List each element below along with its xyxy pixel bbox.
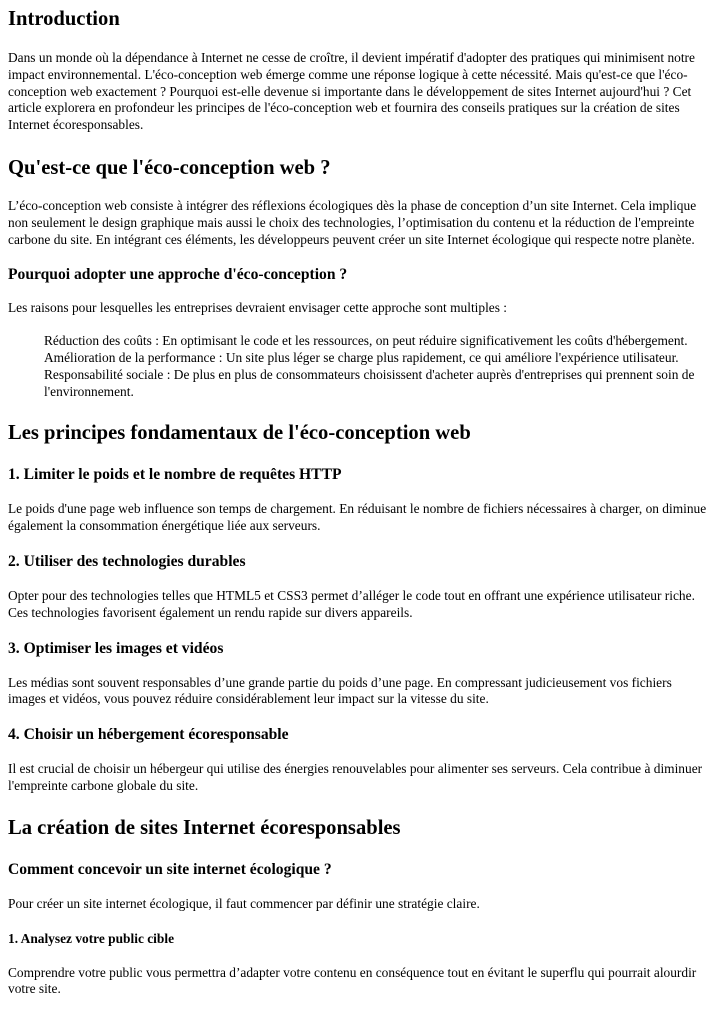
why-paragraph: Les raisons pour lesquelles les entreprises devraient envisager cette approche sont multiples : [8, 300, 508, 316]
principle-2-paragraph: Opter pour des technologies telles que HTML5 et CSS3 permet d’alléger le code tout en offrant une expérience utilisateur riche. Ces technologies favorisent également un rendu rapide sur divers appareils. [8, 587, 695, 620]
what-heading: Qu'est-ce que l'éco-conception web ? [8, 156, 331, 179]
why-heading: Pourquoi adopter une approche d'éco-conception ? [8, 266, 348, 284]
principle-3-paragraph: Les médias sont souvent responsables d’une grande partie du poids d’une page. En compressant judicieusement vos fichiers images et vidéos, vous pouvez réduire considérablement leur impact sur la vitesse du site. [8, 674, 672, 707]
principle-3-heading: 3. Optimiser les images et vidéos [8, 639, 224, 657]
principle-2-heading: 2. Utiliser des technologies durables [8, 552, 246, 570]
intro-heading: Introduction [8, 8, 120, 30]
how-heading: Comment concevoir un site internet écologique ? [8, 860, 332, 878]
principle-4-heading: 4. Choisir un hébergement écoresponsable [8, 726, 289, 744]
creation-heading: La création de sites Internet écoresponsables [8, 816, 401, 839]
principle-1-paragraph: Le poids d'une page web influence son temps de chargement. En réduisant le nombre de fichiers nécessaires à charger, on diminue également la consommation énergétique liée aux serveurs. [8, 501, 707, 534]
what-paragraph: L’éco-conception web consiste à intégrer des réflexions écologiques dès la phase de conception d’un site Internet. Cela implique non seulement le design graphique mais aussi le choix des technologies, l’optimisation du contenu et la réduction de l'empreinte carbone du site. En intégrant ces éléments, les développeurs peuvent créer un site Internet écologique qui respecte notre planète. [8, 197, 697, 247]
step-1-heading: 1. Analysez votre public cible [8, 930, 175, 946]
benefits-quote: Réduction des coûts : En optimisant le code et les ressources, on peut réduire significativement les coûts d'hébergement. Amélioration de la performance : Un site plus léger se charge plus rapidement, ce qui améliore l'expérience utilisateur. Responsabilité sociale : De plus en plus de consommateurs choisissent d'acheter auprès d'entreprises qui prennent soin de l'environnement. [44, 333, 695, 399]
how-paragraph: Pour créer un site internet écologique, il faut commencer par définir une stratégie claire. [8, 895, 480, 911]
principle-1-heading: 1. Limiter le poids et le nombre de requêtes HTTP [8, 466, 342, 484]
principle-4-paragraph: Il est crucial de choisir un hébergeur qui utilise des énergies renouvelables pour alimenter ses serveurs. Cela contribue à diminuer l'empreinte carbone globale du site. [8, 761, 703, 793]
step-1-paragraph: Comprendre votre public vous permettra d’adapter votre contenu en conséquence tout en évitant le superflu qui pourrait alourdir votre site. [8, 964, 697, 997]
intro-paragraph: Dans un monde où la dépendance à Internet ne cesse de croître, il devient impératif d'adopter des pratiques qui minimisent notre impact environnemental. L'éco-conception web émerge comme une réponse logique à cette nécessité. Mais qu'est-ce que l'éco-conception web exactement ? Pourquoi est-elle devenue si importante dans le développement de sites Internet aujourd'hui ? Cet article explorera en profondeur les principes de l'éco-conception web et fournira des conseils pratiques sur la création de sites Internet écoresponsables. [8, 50, 695, 133]
principles-heading: Les principes fondamentaux de l'éco-conception web [8, 422, 471, 445]
